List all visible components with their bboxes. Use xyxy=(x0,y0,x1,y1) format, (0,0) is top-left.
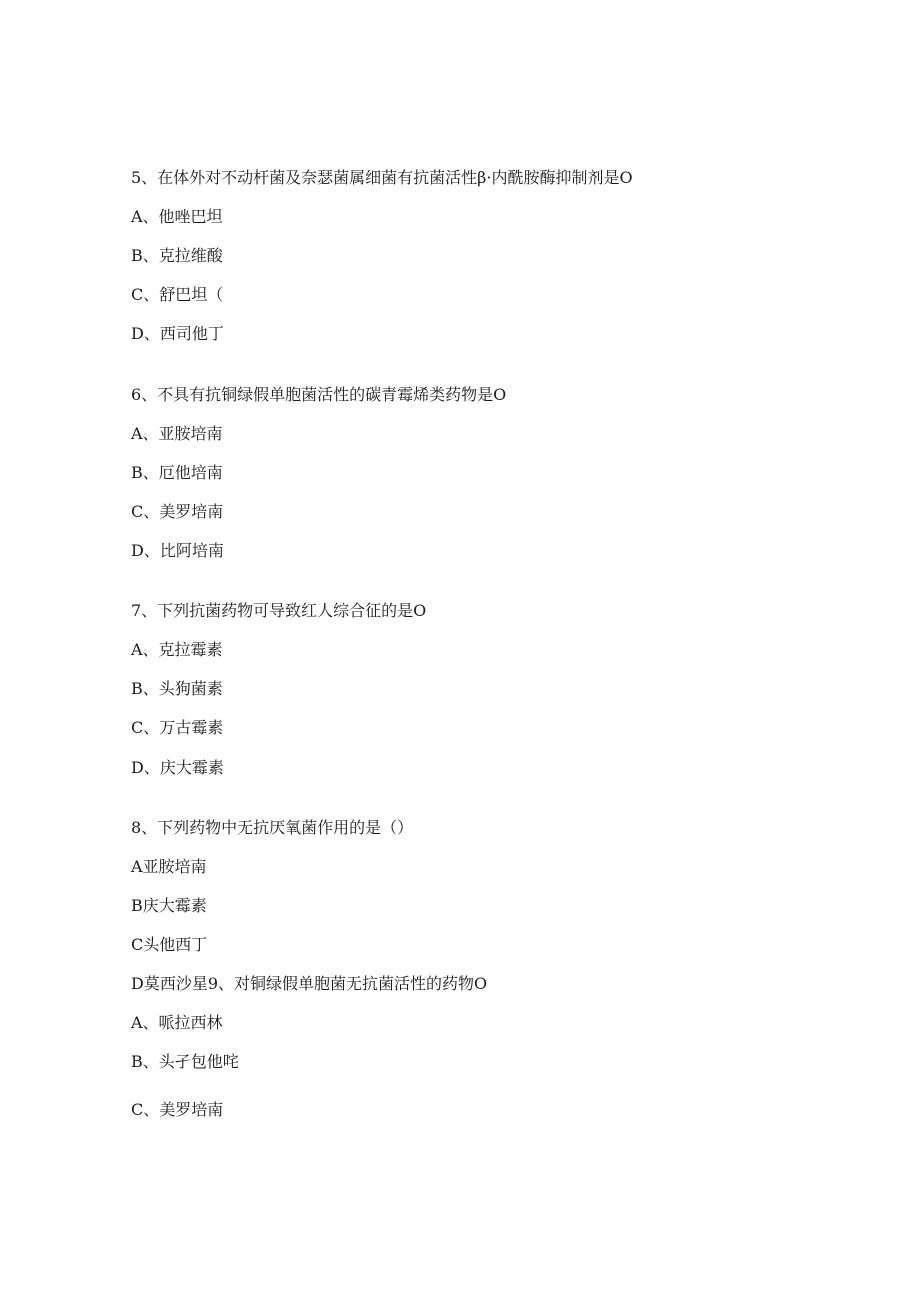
question-5-option-d: D、西司他丁 xyxy=(131,324,224,343)
question-8-option-b: B庆大霉素 xyxy=(131,896,207,915)
question-7-stem: 7、下列抗菌药物可导致红人综合征的是O xyxy=(131,601,427,620)
question-8-option-a: A亚胺培南 xyxy=(131,857,207,876)
question-5-option-c: C、舒巴坦（ xyxy=(131,285,224,304)
question-6-option-a: A、亚胺培南 xyxy=(131,424,223,443)
question-7-option-d: D、庆大霉素 xyxy=(131,758,224,777)
question-6-option-d: D、比阿培南 xyxy=(131,541,224,560)
question-5-option-a: A、他唑巴坦 xyxy=(131,207,223,226)
question-9-option-c: C、美罗培南 xyxy=(131,1100,224,1119)
question-9-option-b: B、头孑包他咤 xyxy=(131,1052,239,1071)
question-6-option-b: B、厄他培南 xyxy=(131,463,223,482)
question-5-option-b: B、克拉维酸 xyxy=(131,246,223,265)
question-5-stem: 5、在体外对不动杆菌及奈瑟菌属细菌有抗菌活性β·内酰胺酶抑制剂是O xyxy=(131,168,633,187)
question-8-option-d-and-question-9-stem: D莫西沙星9、对铜绿假单胞菌无抗菌活性的药物O xyxy=(131,974,488,993)
question-6-stem: 6、不具有抗铜绿假单胞菌活性的碳青霉烯类药物是O xyxy=(131,385,507,404)
question-7-option-b: B、头狗菌素 xyxy=(131,679,223,698)
question-7-option-c: C、万古霉素 xyxy=(131,718,224,737)
question-9-option-a: A、哌拉西林 xyxy=(131,1013,223,1032)
question-8-stem: 8、下列药物中无抗厌氧菌作用的是（） xyxy=(131,818,414,837)
question-8-option-c: C头他西丁 xyxy=(131,935,208,954)
question-7-option-a: A、克拉霉素 xyxy=(131,640,223,659)
question-6-option-c: C、美罗培南 xyxy=(131,502,224,521)
